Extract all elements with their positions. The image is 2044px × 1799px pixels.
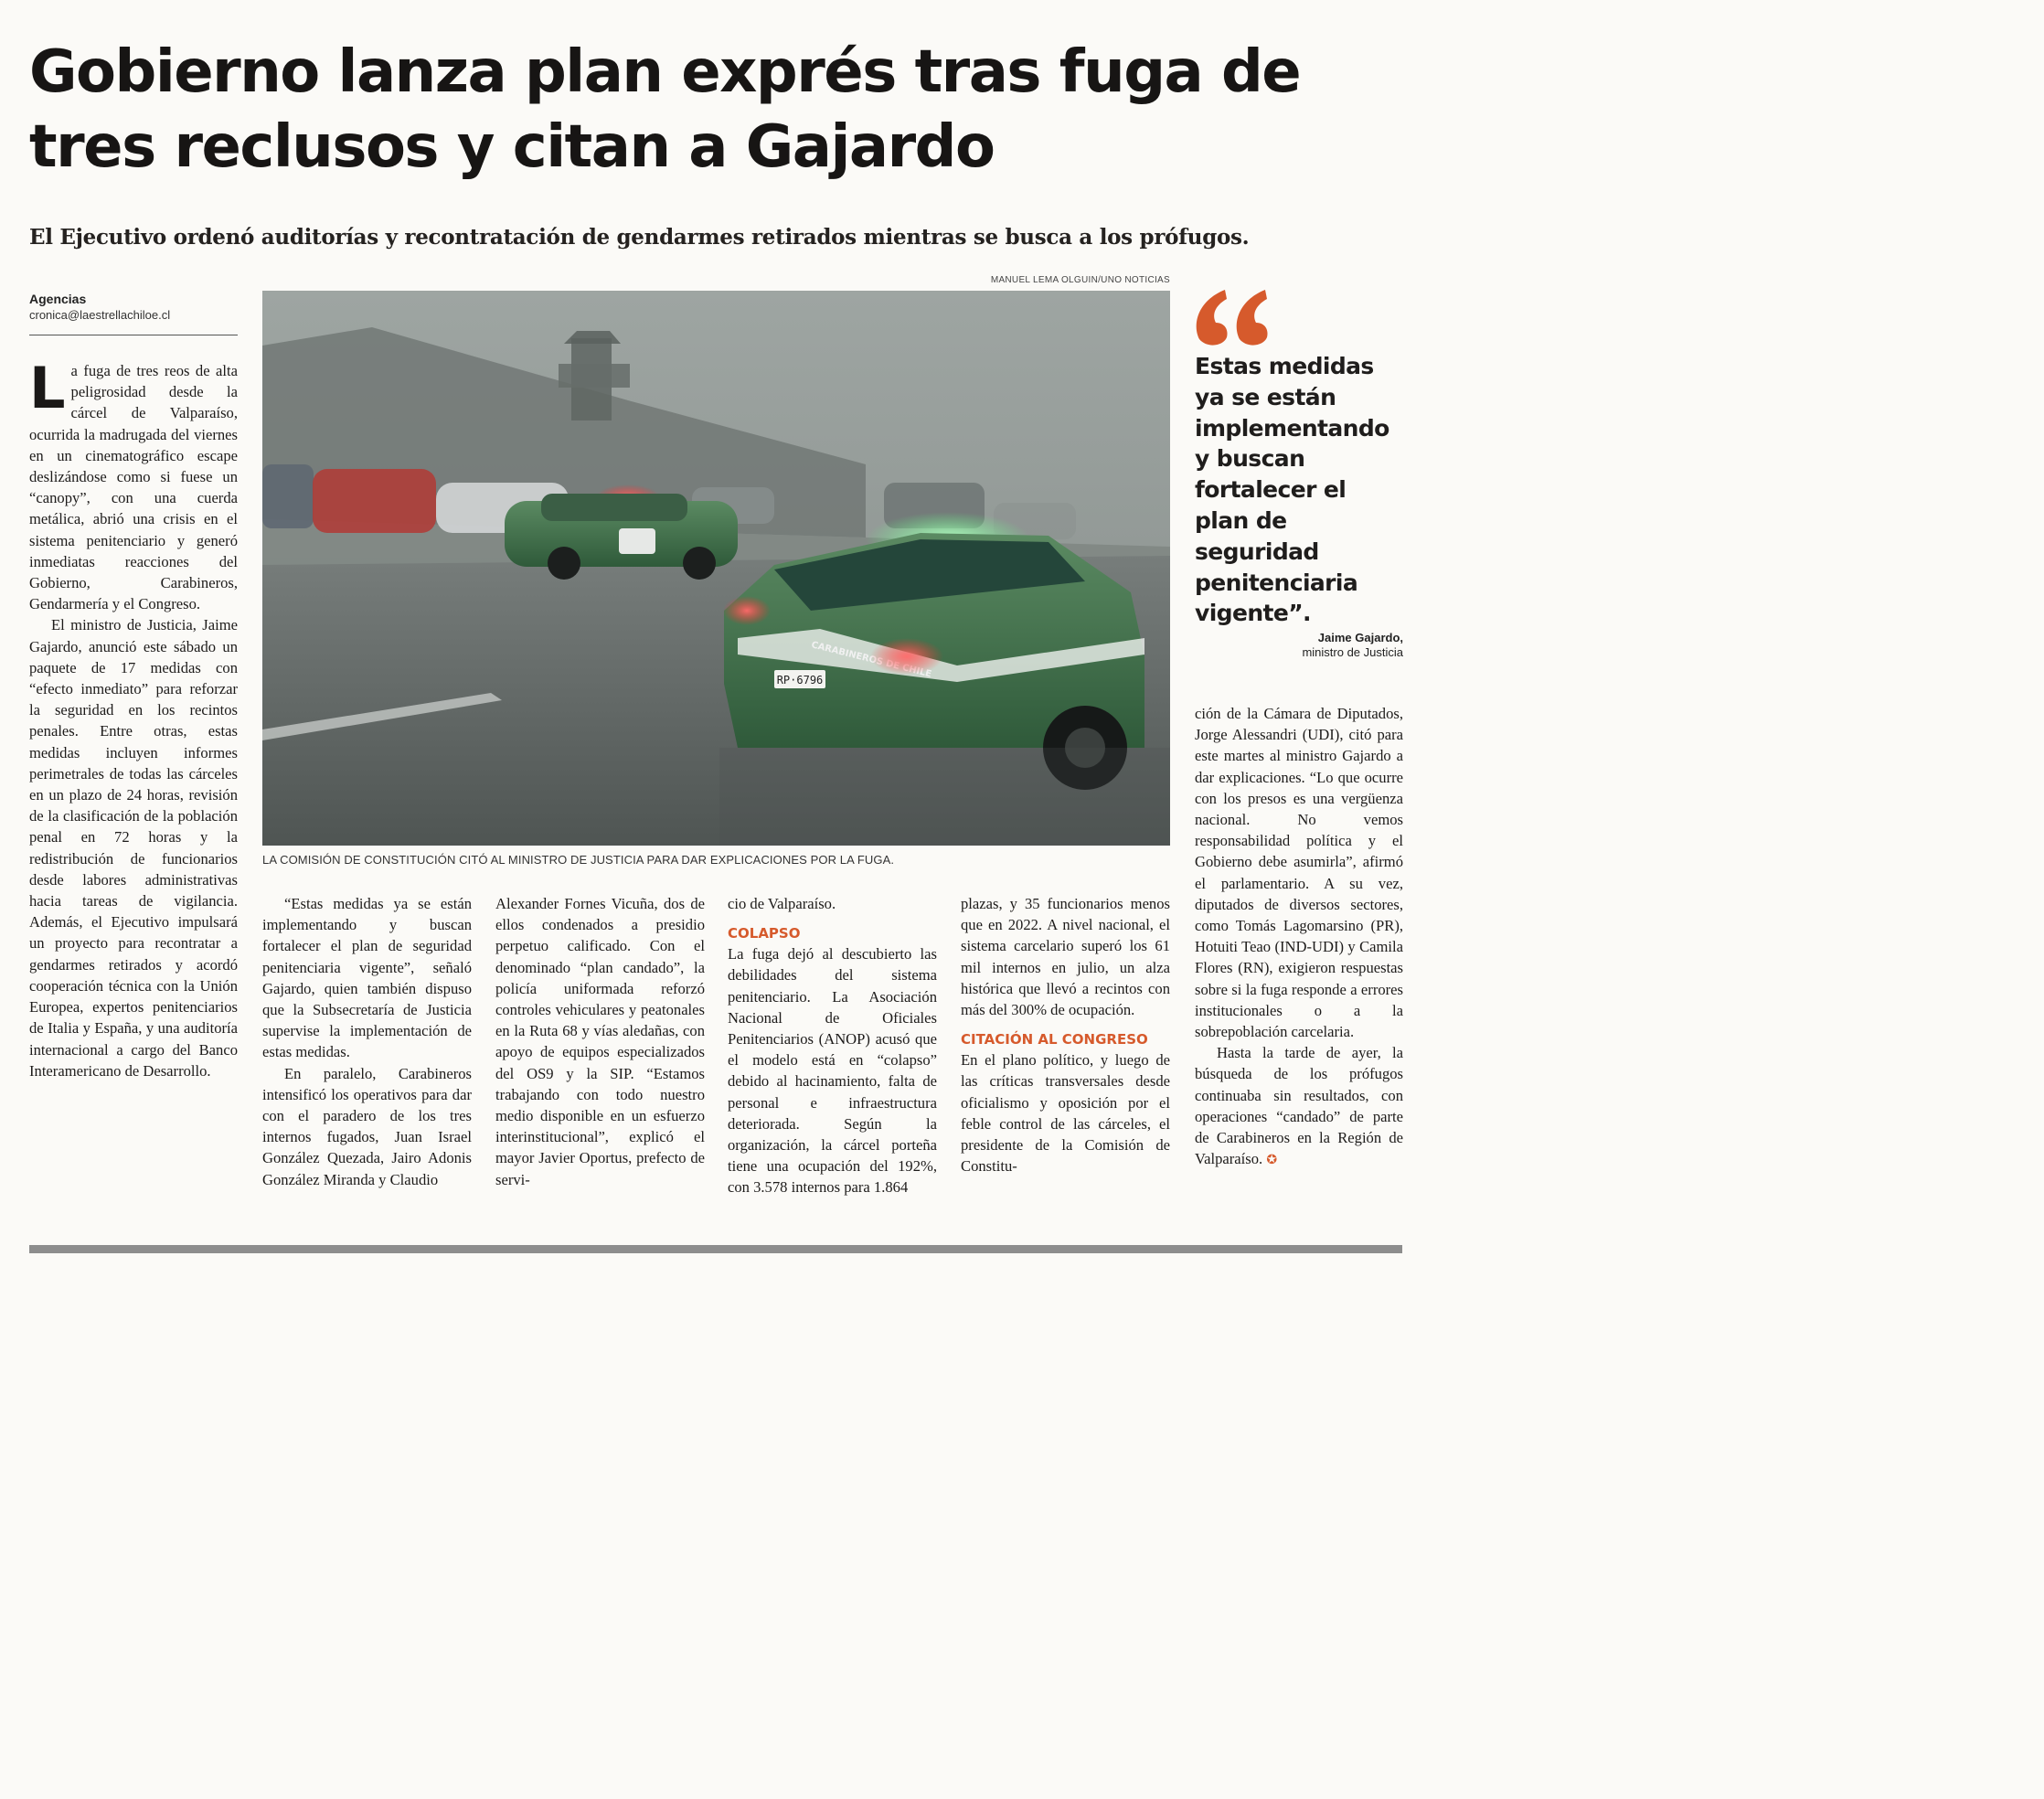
body-paragraph: La fuga dejó al descubierto las debilidades del sistema penitenciario. La Asociación Nacional de Oficiales Penitenciarios (ANOP) acusó que el modelo está en “colapso” debido al hacinamiento, falta de personal e infraestructura deteriorada. Según la organización, la cárcel porteña tiene una ocupación del 192%, con 3.578 internos para 1.864 [728, 945, 937, 1197]
body-paragraph: plazas, y 35 funcionarios menos que en 2022. A nivel nacional, el sistema carcelario superó los 61 mil internos en julio, un alza histórica que llevó a recintos con más del 300% de ocupación. [961, 895, 1170, 1019]
body-column-3 [495, 893, 705, 1190]
body-paragraph [29, 355, 238, 614]
section-heading-citacion: CITACIÓN AL CONGRESO [961, 1031, 1148, 1049]
end-mark-icon: ✪ [1266, 1153, 1278, 1168]
body-column-1 [29, 355, 238, 1081]
body-column-2 [262, 893, 472, 1190]
photo-credit: MANUEL LEMA OLGUIN/UNO NOTICIAS [990, 275, 1170, 285]
body-paragraph: ción de la Cámara de Diputados, Jorge Alessandri (UDI), citó para este martes al ministro Gajardo a dar explicaciones. “Lo que ocurre con los presos es una vergüenza nacional. No vemos responsabilidad política y el Gobierno debe asumirla”, afirmó el parlamentario. A su vez, diputados de diversos sectores, como Tomás Lagomarsino (PR), Hotuiti Teao (IND-UDI) y Camila Flores (RN), exigieron respuestas sobre si la fuga responde a errores institucionales o a la sobrepoblación carcelaria. [1195, 705, 1403, 1041]
news-photo [262, 291, 1170, 846]
foggy-prison-police-cars-image [262, 291, 1170, 846]
body-paragraph: cio de Valparaíso. [728, 895, 836, 912]
body-text: a fuga de tres reos de alta peligrosidad desde la cárcel de Valparaíso, ocurrida la madrugada del viernes en un cinematográfico escape deslizándose como si fuese un “canopy”, con una cuerda metálica, abrió una crisis en el sistema penitenciario y generó inmediatas reacciones del Gobierno, Carabineros, Gendarmería y el Congreso. [29, 362, 238, 613]
quote-author-name: Jaime Gajardo, [1317, 631, 1403, 644]
pull-quote: Estas medidas ya se están implementando y buscan fortalecer el plan de seguridad penitenciaria vigente”. [1195, 353, 1389, 627]
body-paragraph: “Estas medidas ya se están implementando y buscan fortalecer el plan de seguridad penitenciaria vigente”, señaló Gajardo, quien también dispuso que la Subsecretaría de Justicia supervise la implementación de estas medidas. [262, 895, 472, 1061]
body-column-5 [961, 893, 1170, 1176]
body-paragraph: El ministro de Justicia, Jaime Gajardo, anunció este sábado un paquete de 17 medidas con “efecto inmediato” para reforzar la seguridad en los recintos penales. Entre otras, estas medidas incluyen informes perimetrales de todas las cárceles en un plazo de 24 horas, revisión de la clasificación de la población penal en 72 horas y la redistribución de funcionarios desde labores administrativas hacia tareas de vigilancia. Además, el Ejecutivo impulsará un proyecto para recontratar a gendarmes retirados y acordó cooperación técnica con la Unión Europea, expertos penitenciarios de Italia y España, y una auditoría internacional a cargo del Banco Interamericano de Desarrollo. [29, 616, 238, 1080]
footer-bar [29, 1245, 1402, 1253]
quote-attribution [1195, 631, 1403, 660]
body-paragraph: Alexander Fornes Vicuña, dos de ellos condenados a presidio perpetuo calificado. Con el denominado “plan candado”, la policía uniformada reforzó controles vehiculares y peatonales en la Ruta 68 y vías aledañas, con apoyo de equipos especializados del OS9 y la SIP. “Estamos trabajando con todo nuestro medio disponible en un esfuerzo interinstitucional”, explicó el mayor Javier Oportus, prefecto de servi- [495, 895, 705, 1188]
byline-agency: Agencias [29, 292, 87, 306]
body-paragraph: En paralelo, Carabineros intensificó los operativos para dar con el paradero de los tres internos fugados, Juan Israel González Quezada, Jairo Adonis González Miranda y Claudio [262, 1064, 472, 1188]
body-text: Hasta la tarde de ayer, la búsqueda de los prófugos continuaba sin resultados, con operaciones “candado” de parte de Carabineros en la Región de Valparaíso. [1195, 1044, 1403, 1168]
body-column-6 [1195, 703, 1403, 1171]
body-paragraph [1195, 1042, 1403, 1171]
body-paragraph: En el plano político, y luego de las críticas transversales desde oficialismo y oposición por el feble control de las cárceles, el presidente de la Comisión de Constitu- [961, 1051, 1170, 1176]
photo-caption: LA COMISIÓN DE CONSTITUCIÓN CITÓ AL MINISTRO DE JUSTICIA PARA DAR EXPLICACIONES POR LA FUGA. [262, 853, 895, 867]
byline-email[interactable]: cronica@laestrellachiloe.cl [29, 308, 171, 322]
quote-mark-icon [1188, 279, 1280, 352]
subheadline: El Ejecutivo ordenó auditorías y recontratación de gendarmes retirados mientras se busca a los prófugos. [29, 225, 1250, 250]
headline: Gobierno lanza plan exprés tras fuga de tres reclusos y citan a Gajardo [29, 38, 1301, 181]
quote-author-role: ministro de Justicia [1302, 645, 1403, 659]
section-heading-colapso: COLAPSO [728, 925, 801, 942]
drop-cap: L [29, 355, 66, 421]
vehicle-lettering: CARABINEROS [810, 640, 885, 668]
body-column-4 [728, 893, 937, 1198]
byline [29, 291, 238, 324]
license-plate: RP·6796 [776, 674, 824, 687]
